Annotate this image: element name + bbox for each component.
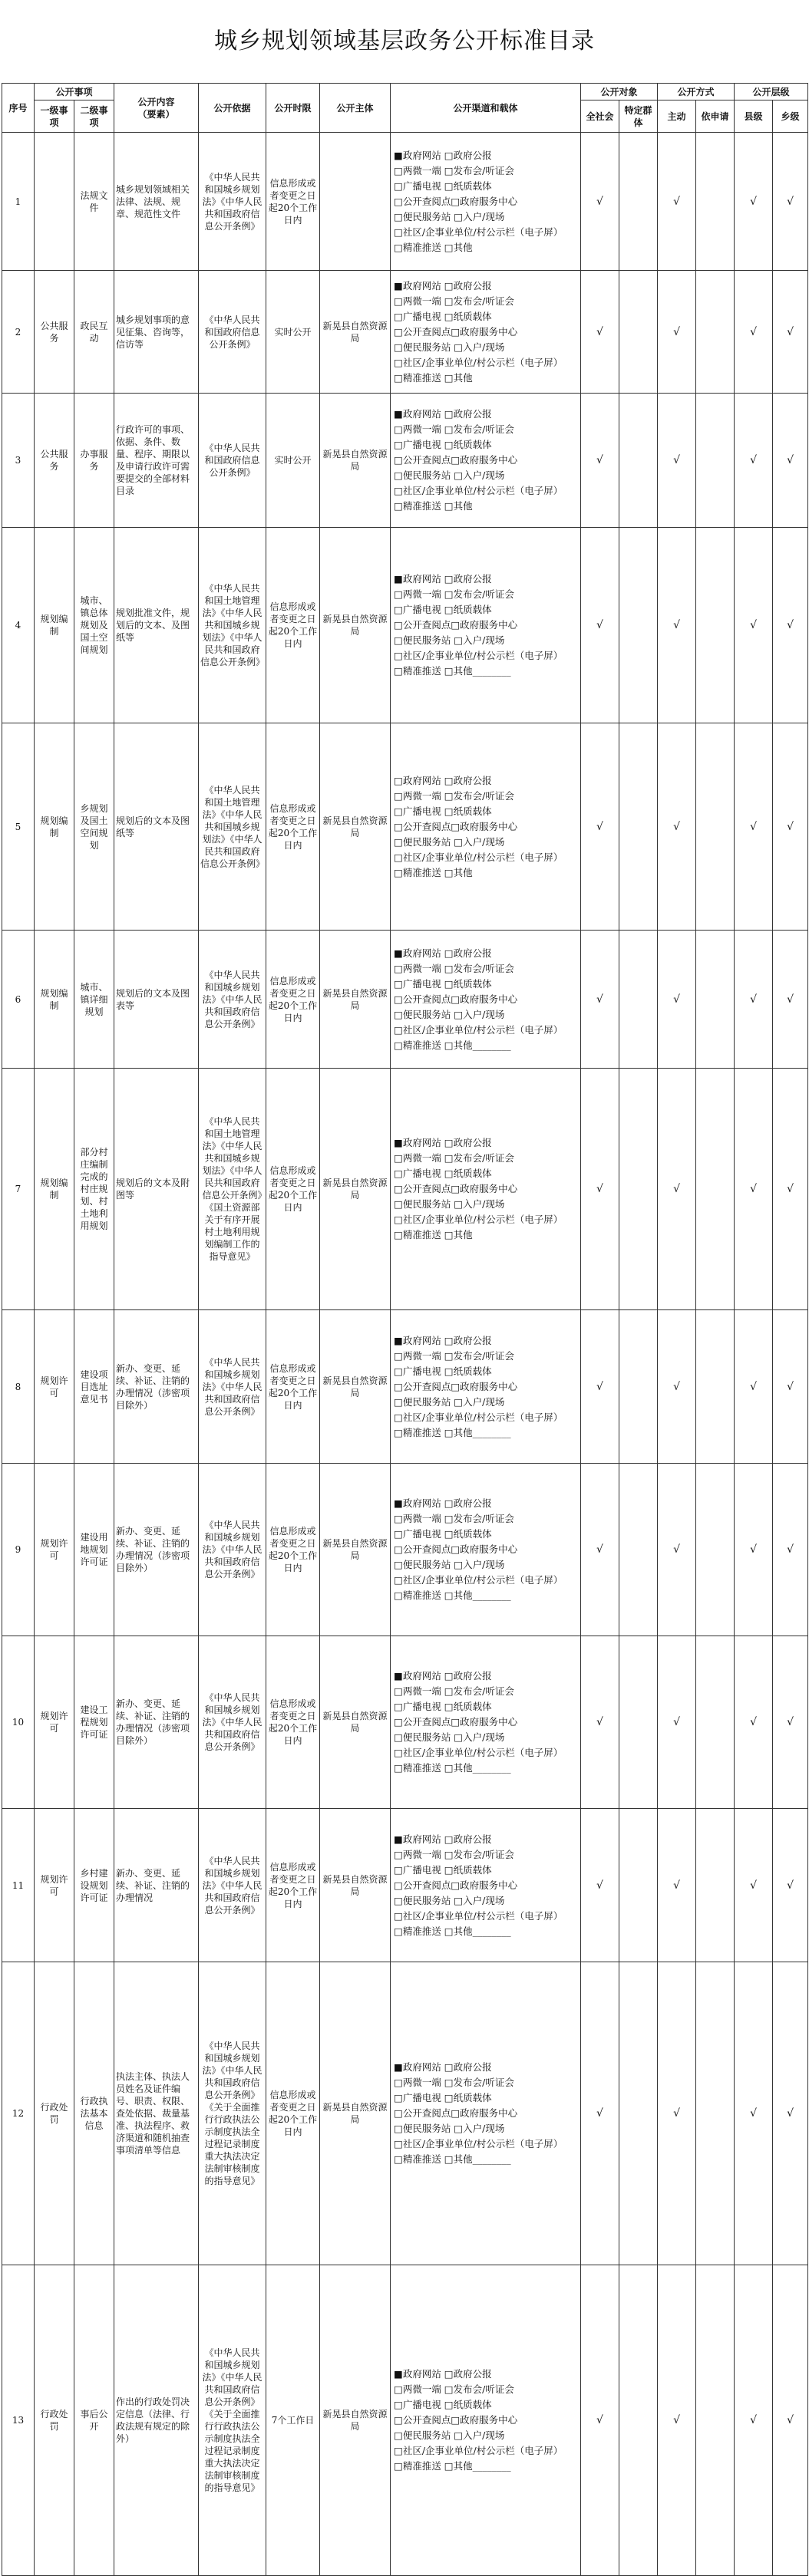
channel-cell: ■政府网站 □政府公报 □两微一端 □发布会/听证会 □广播电视 □纸质载体 □公开查阅点□政府服务中心 □便民服务站 □入户/现场 □社区/企事业单位/村公示栏（电子屏） □精准推送 □其他 — [391, 394, 581, 528]
active-cell: √ — [658, 394, 696, 528]
county-cell: √ — [735, 2265, 773, 2576]
level1-cell: 规划许可 — [35, 1464, 74, 1636]
specific-group-cell — [619, 1809, 658, 1962]
table-row — [2, 133, 808, 271]
specific-group-cell — [619, 1310, 658, 1464]
all-society-cell: √ — [581, 133, 619, 271]
header-time: 公开时限 — [266, 84, 320, 133]
level1-cell: 公共服务 — [35, 394, 74, 528]
on-request-cell — [696, 1809, 735, 1962]
county-cell: √ — [735, 1636, 773, 1809]
township-cell: √ — [773, 2265, 808, 2576]
subject-cell: 新晃县自然资源局 — [320, 1809, 391, 1962]
all-society-cell: √ — [581, 2265, 619, 2576]
channel-cell: ■政府网站 □政府公报 □两微一端 □发布会/听证会 □广播电视 □纸质载体 □公开查阅点□政府服务中心 □便民服务站 □入户/现场 □社区/企事业单位/村公示栏（电子屏） □精准推送 □其他________ — [391, 1962, 581, 2265]
table-row — [2, 1962, 808, 2265]
township-cell: √ — [773, 1464, 808, 1636]
subject-cell: 新晃县自然资源局 — [320, 1069, 391, 1310]
seq-cell: 10 — [2, 1636, 35, 1809]
level2-cell: 乡规划及国土空间规划 — [74, 723, 114, 931]
specific-group-cell — [619, 528, 658, 723]
specific-group-cell — [619, 394, 658, 528]
active-cell: √ — [658, 1464, 696, 1636]
channel-cell: ■政府网站 □政府公报 □两微一端 □发布会/听证会 □广播电视 □纸质载体 □公开查阅点□政府服务中心 □便民服务站 □入户/现场 □社区/企事业单位/村公示栏（电子屏） □精准推送 □其他 — [391, 1069, 581, 1310]
content-cell: 新办、变更、延续、补证、注销的办理情况（涉密项目除外） — [114, 1464, 199, 1636]
basis-cell: 《中华人民共和国城乡规划法》《中华人民共和国政府信息公开条例》《关于全面推行行政执法公示制度执法全过程记录制度重大执法决定法制审核制度的指导意见》 — [199, 2265, 266, 2576]
time-cell: 信息形成或者变更之日起20个工作日内 — [266, 1636, 320, 1809]
page-title: 城乡规划领域基层政务公开标准目录 — [214, 28, 595, 54]
specific-group-cell — [619, 1962, 658, 2265]
content-cell: 执法主体、执法人员姓名及证件编号、职责、权限、查处依据、裁量基准、执法程序、救济渠道和随机抽查事项清单等信息 — [114, 1962, 199, 2265]
active-cell: √ — [658, 723, 696, 931]
township-cell: √ — [773, 1809, 808, 1962]
all-society-cell: √ — [581, 1464, 619, 1636]
all-society-cell: √ — [581, 1962, 619, 2265]
level1-cell: 规划编制 — [35, 1069, 74, 1310]
specific-group-cell — [619, 271, 658, 394]
subject-cell: 新晃县自然资源局 — [320, 1464, 391, 1636]
time-cell: 7个工作日 — [266, 2265, 320, 2576]
channel-cell: ■政府网站 □政府公报 □两微一端 □发布会/听证会 □广播电视 □纸质载体 □公开查阅点□政府服务中心 □便民服务站 □入户/现场 □社区/企事业单位/村公示栏（电子屏） □精准推送 □其他________ — [391, 1809, 581, 1962]
county-cell: √ — [735, 528, 773, 723]
all-society-cell: √ — [581, 723, 619, 931]
specific-group-cell — [619, 931, 658, 1069]
all-society-cell: √ — [581, 1069, 619, 1310]
table-row — [2, 1809, 808, 1962]
all-society-cell: √ — [581, 271, 619, 394]
header-target: 公开对象 — [581, 84, 658, 100]
township-cell: √ — [773, 1636, 808, 1809]
subject-cell: 新晃县自然资源局 — [320, 1636, 391, 1809]
level1-cell: 公共服务 — [35, 271, 74, 394]
subject-cell — [320, 133, 391, 271]
specific-group-cell — [619, 1636, 658, 1809]
table-row — [2, 1069, 808, 1310]
basis-cell: 《中华人民共和国城乡规划法》《中华人民共和国政府信息公开条例》 — [199, 931, 266, 1069]
seq-cell: 7 — [2, 1069, 35, 1310]
level1-cell: 规划编制 — [35, 931, 74, 1069]
header-basis: 公开依据 — [199, 84, 266, 133]
level1-cell: 规划许可 — [35, 1636, 74, 1809]
time-cell: 信息形成或者变更之日起20个工作日内 — [266, 1809, 320, 1962]
subject-cell: 新晃县自然资源局 — [320, 528, 391, 723]
on-request-cell — [696, 931, 735, 1069]
header-level1: 一级事项 — [35, 100, 74, 133]
time-cell: 信息形成或者变更之日起20个工作日内 — [266, 133, 320, 271]
time-cell: 信息形成或者变更之日起20个工作日内 — [266, 1310, 320, 1464]
specific-group-cell — [619, 133, 658, 271]
channel-cell: ■政府网站 □政府公报 □两微一端 □发布会/听证会 □广播电视 □纸质载体 □公开查阅点□政府服务中心 □便民服务站 □入户/现场 □社区/企事业单位/村公示栏（电子屏） □精准推送 □其他 — [391, 271, 581, 394]
active-cell: √ — [658, 271, 696, 394]
channel-cell: ■政府网站 □政府公报 □两微一端 □发布会/听证会 □广播电视 □纸质载体 □公开查阅点□政府服务中心 □便民服务站 □入户/现场 □社区/企事业单位/村公示栏（电子屏） □精准推送 □其他________ — [391, 2265, 581, 2576]
seq-cell: 8 — [2, 1310, 35, 1464]
table-row — [2, 1464, 808, 1636]
active-cell: √ — [658, 1809, 696, 1962]
township-cell: √ — [773, 271, 808, 394]
active-cell: √ — [658, 1962, 696, 2265]
on-request-cell — [696, 1962, 735, 2265]
active-cell: √ — [658, 1069, 696, 1310]
subject-cell: 新晃县自然资源局 — [320, 1962, 391, 2265]
level1-cell: 行政处罚 — [35, 1962, 74, 2265]
township-cell: √ — [773, 394, 808, 528]
channel-cell: ■政府网站 □政府公报 □两微一端 □发布会/听证会 □广播电视 □纸质载体 □公开查阅点□政府服务中心 □便民服务站 □入户/现场 □社区/企事业单位/村公示栏（电子屏） □精准推送 □其他________ — [391, 1636, 581, 1809]
county-cell: √ — [735, 1310, 773, 1464]
header-level2: 二级事项 — [74, 100, 114, 133]
county-cell: √ — [735, 1809, 773, 1962]
township-cell: √ — [773, 1962, 808, 2265]
content-cell: 城乡规划领域相关法律、法规、规章、规范性文件 — [114, 133, 199, 271]
level2-cell: 行政执法基本信息 — [74, 1962, 114, 2265]
all-society-cell: √ — [581, 931, 619, 1069]
level1-cell — [35, 133, 74, 271]
header-all-society: 全社会 — [581, 100, 619, 133]
content-cell: 规划后的文本及附图等 — [114, 1069, 199, 1310]
content-cell: 作出的行政处罚决定信息（法律、行政法规有规定的除外） — [114, 2265, 199, 2576]
subject-cell: 新晃县自然资源局 — [320, 1310, 391, 1464]
channel-cell: ■政府网站 □政府公报 □两微一端 □发布会/听证会 □广播电视 □纸质载体 □公开查阅点□政府服务中心 □便民服务站 □入户/现场 □社区/企事业单位/村公示栏（电子屏） □精准推送 □其他________ — [391, 528, 581, 723]
channel-cell: □政府网站 □政府公报 □两微一端 □发布会/听证会 □广播电视 □纸质载体 □公开查阅点□政府服务中心 □便民服务站 □入户/现场 □社区/企事业单位/村公示栏（电子屏） □精准推送 □其他 — [391, 723, 581, 931]
header-channel: 公开渠道和载体 — [391, 84, 581, 133]
township-cell: √ — [773, 1069, 808, 1310]
active-cell: √ — [658, 1636, 696, 1809]
seq-cell: 4 — [2, 528, 35, 723]
level2-cell: 部分村庄编制完成的村庄规划、村土地利用规划 — [74, 1069, 114, 1310]
active-cell: √ — [658, 133, 696, 271]
all-society-cell: √ — [581, 1310, 619, 1464]
level1-cell: 行政处罚 — [35, 2265, 74, 2576]
all-society-cell: √ — [581, 528, 619, 723]
time-cell: 实时公开 — [266, 394, 320, 528]
basis-cell: 《中华人民共和国土地管理法》《中华人民共和国城乡规划法》《中华人民共和国政府信息公开条例》《国土资源部关于有序开展村土地利用规划编制工作的指导意见》 — [199, 1069, 266, 1310]
seq-cell: 13 — [2, 2265, 35, 2576]
active-cell: √ — [658, 931, 696, 1069]
subject-cell: 新晃县自然资源局 — [320, 394, 391, 528]
table-row — [2, 931, 808, 1069]
level1-cell: 规划编制 — [35, 528, 74, 723]
time-cell: 信息形成或者变更之日起20个工作日内 — [266, 528, 320, 723]
seq-cell: 3 — [2, 394, 35, 528]
header-active: 主动 — [658, 100, 696, 133]
header-on-request: 依申请 — [696, 100, 735, 133]
active-cell: √ — [658, 528, 696, 723]
table-row — [2, 528, 808, 723]
seq-cell: 9 — [2, 1464, 35, 1636]
on-request-cell — [696, 723, 735, 931]
content-cell: 行政许可的事项、依据、条件、数量、程序、期限以及申请行政许可需要提交的全部材料目录 — [114, 394, 199, 528]
all-society-cell: √ — [581, 1809, 619, 1962]
subject-cell: 新晃县自然资源局 — [320, 2265, 391, 2576]
content-cell: 新办、变更、延续、补证、注销的办理情况（涉密项目除外） — [114, 1636, 199, 1809]
county-cell: √ — [735, 723, 773, 931]
header-subject: 公开主体 — [320, 84, 391, 133]
active-cell: √ — [658, 2265, 696, 2576]
county-cell: √ — [735, 931, 773, 1069]
on-request-cell — [696, 1069, 735, 1310]
time-cell: 信息形成或者变更之日起20个工作日内 — [266, 1069, 320, 1310]
township-cell: √ — [773, 723, 808, 931]
table-row — [2, 1636, 808, 1809]
on-request-cell — [696, 394, 735, 528]
content-cell: 规划批准文件，规划后的文本、及图纸等 — [114, 528, 199, 723]
level1-cell: 规划许可 — [35, 1809, 74, 1962]
basis-cell: 《中华人民共和国土地管理法》《中华人民共和国城乡规划法》《中华人民共和国政府信息公开条例》 — [199, 723, 266, 931]
time-cell: 信息形成或者变更之日起20个工作日内 — [266, 1962, 320, 2265]
township-cell: √ — [773, 133, 808, 271]
table-row — [2, 1310, 808, 1464]
on-request-cell — [696, 1464, 735, 1636]
level2-cell: 乡村建设规划许可证 — [74, 1809, 114, 1962]
table-row — [2, 723, 808, 931]
county-cell: √ — [735, 1069, 773, 1310]
time-cell: 信息形成或者变更之日起20个工作日内 — [266, 723, 320, 931]
header-township: 乡级 — [773, 100, 808, 133]
county-cell: √ — [735, 133, 773, 271]
all-society-cell: √ — [581, 1636, 619, 1809]
on-request-cell — [696, 1636, 735, 1809]
content-cell: 规划后的文本及图纸等 — [114, 723, 199, 931]
content-cell: 新办、变更、延续、补证、注销的办理情况（涉密项目除外） — [114, 1310, 199, 1464]
township-cell: √ — [773, 528, 808, 723]
table-row — [2, 2265, 808, 2576]
township-cell: √ — [773, 1310, 808, 1464]
county-cell: √ — [735, 1464, 773, 1636]
basis-cell: 《中华人民共和国城乡规划法》《中华人民共和国政府信息公开条例》 — [199, 1636, 266, 1809]
time-cell: 实时公开 — [266, 271, 320, 394]
time-cell: 信息形成或者变更之日起20个工作日内 — [266, 931, 320, 1069]
county-cell: √ — [735, 271, 773, 394]
seq-cell: 12 — [2, 1962, 35, 2265]
level2-cell: 城市、镇详细规划 — [74, 931, 114, 1069]
content-cell: 规划后的文本及图表等 — [114, 931, 199, 1069]
header-item: 公开事项 — [35, 84, 114, 100]
township-cell: √ — [773, 931, 808, 1069]
specific-group-cell — [619, 1464, 658, 1636]
table-body — [2, 133, 808, 2576]
level2-cell: 办事服务 — [74, 394, 114, 528]
subject-cell: 新晃县自然资源局 — [320, 723, 391, 931]
basis-cell: 《中华人民共和国政府信息公开条例》 — [199, 394, 266, 528]
basis-cell: 《中华人民共和国城乡规划法》《中华人民共和国政府信息公开条例》 — [199, 1809, 266, 1962]
content-cell: 城乡规划事项的意见征集、咨询等，信访等 — [114, 271, 199, 394]
basis-cell: 《中华人民共和国政府信息公开条例》 — [199, 271, 266, 394]
level2-cell: 事后公开 — [74, 2265, 114, 2576]
level2-cell: 法规文件 — [74, 133, 114, 271]
basis-cell: 《中华人民共和国城乡规划法》《中华人民共和国政府信息公开条例》 — [199, 1464, 266, 1636]
channel-cell: ■政府网站 □政府公报 □两微一端 □发布会/听证会 □广播电视 □纸质载体 □公开查阅点□政府服务中心 □便民服务站 □入户/现场 □社区/企事业单位/村公示栏（电子屏） □精准推送 □其他________ — [391, 1464, 581, 1636]
seq-cell: 11 — [2, 1809, 35, 1962]
county-cell: √ — [735, 1962, 773, 2265]
level2-cell: 建设工程规划许可证 — [74, 1636, 114, 1809]
on-request-cell — [696, 528, 735, 723]
header-content: 公开内容 （要素） — [114, 84, 199, 133]
seq-cell: 6 — [2, 931, 35, 1069]
subject-cell: 新晃县自然资源局 — [320, 271, 391, 394]
level1-cell: 规划许可 — [35, 1310, 74, 1464]
table-row — [2, 271, 808, 394]
header-specific-group: 特定群体 — [619, 100, 658, 133]
level2-cell: 城市、镇总体规划及国土空间规划 — [74, 528, 114, 723]
header-method: 公开方式 — [658, 84, 735, 100]
header-county: 县级 — [735, 100, 773, 133]
on-request-cell — [696, 271, 735, 394]
county-cell: √ — [735, 394, 773, 528]
level2-cell: 建设项目选址意见书 — [74, 1310, 114, 1464]
content-cell: 新办、变更、延续、补证、注销的办理情况 — [114, 1809, 199, 1962]
header-level: 公开层级 — [735, 84, 808, 100]
seq-cell: 1 — [2, 133, 35, 271]
level2-cell: 政民互动 — [74, 271, 114, 394]
seq-cell: 2 — [2, 271, 35, 394]
on-request-cell — [696, 2265, 735, 2576]
channel-cell: ■政府网站 □政府公报 □两微一端 □发布会/听证会 □广播电视 □纸质载体 □公开查阅点□政府服务中心 □便民服务站 □入户/现场 □社区/企事业单位/村公示栏（电子屏） □精准推送 □其他 — [391, 133, 581, 271]
catalog-table — [2, 83, 808, 2576]
level2-cell: 建设用地规划许可证 — [74, 1464, 114, 1636]
specific-group-cell — [619, 1069, 658, 1310]
header-seq: 序号 — [2, 84, 35, 133]
table-row — [2, 394, 808, 528]
seq-cell: 5 — [2, 723, 35, 931]
active-cell: √ — [658, 1310, 696, 1464]
level1-cell: 规划编制 — [35, 723, 74, 931]
basis-cell: 《中华人民共和国土地管理法》《中华人民共和国城乡规划法》《中华人民共和国政府信息公开条例》 — [199, 528, 266, 723]
channel-cell: ■政府网站 □政府公报 □两微一端 □发布会/听证会 □广播电视 □纸质载体 □公开查阅点□政府服务中心 □便民服务站 □入户/现场 □社区/企事业单位/村公示栏（电子屏） □精准推送 □其他________ — [391, 931, 581, 1069]
channel-cell: ■政府网站 □政府公报 □两微一端 □发布会/听证会 □广播电视 □纸质载体 □公开查阅点□政府服务中心 □便民服务站 □入户/现场 □社区/企事业单位/村公示栏（电子屏） □精准推送 □其他________ — [391, 1310, 581, 1464]
on-request-cell — [696, 1310, 735, 1464]
subject-cell: 新晃县自然资源局 — [320, 931, 391, 1069]
all-society-cell: √ — [581, 394, 619, 528]
on-request-cell — [696, 133, 735, 271]
basis-cell: 《中华人民共和国城乡规划法》《中华人民共和国政府信息公开条例》 — [199, 133, 266, 271]
basis-cell: 《中华人民共和国城乡规划法》《中华人民共和国政府信息公开条例》 — [199, 1310, 266, 1464]
time-cell: 信息形成或者变更之日起20个工作日内 — [266, 1464, 320, 1636]
basis-cell: 《中华人民共和国城乡规划法》《中华人民共和国政府信息公开条例》《关于全面推行行政执法公示制度执法全过程记录制度重大执法决定法制审核制度的指导意见》 — [199, 1962, 266, 2265]
specific-group-cell — [619, 723, 658, 931]
specific-group-cell — [619, 2265, 658, 2576]
